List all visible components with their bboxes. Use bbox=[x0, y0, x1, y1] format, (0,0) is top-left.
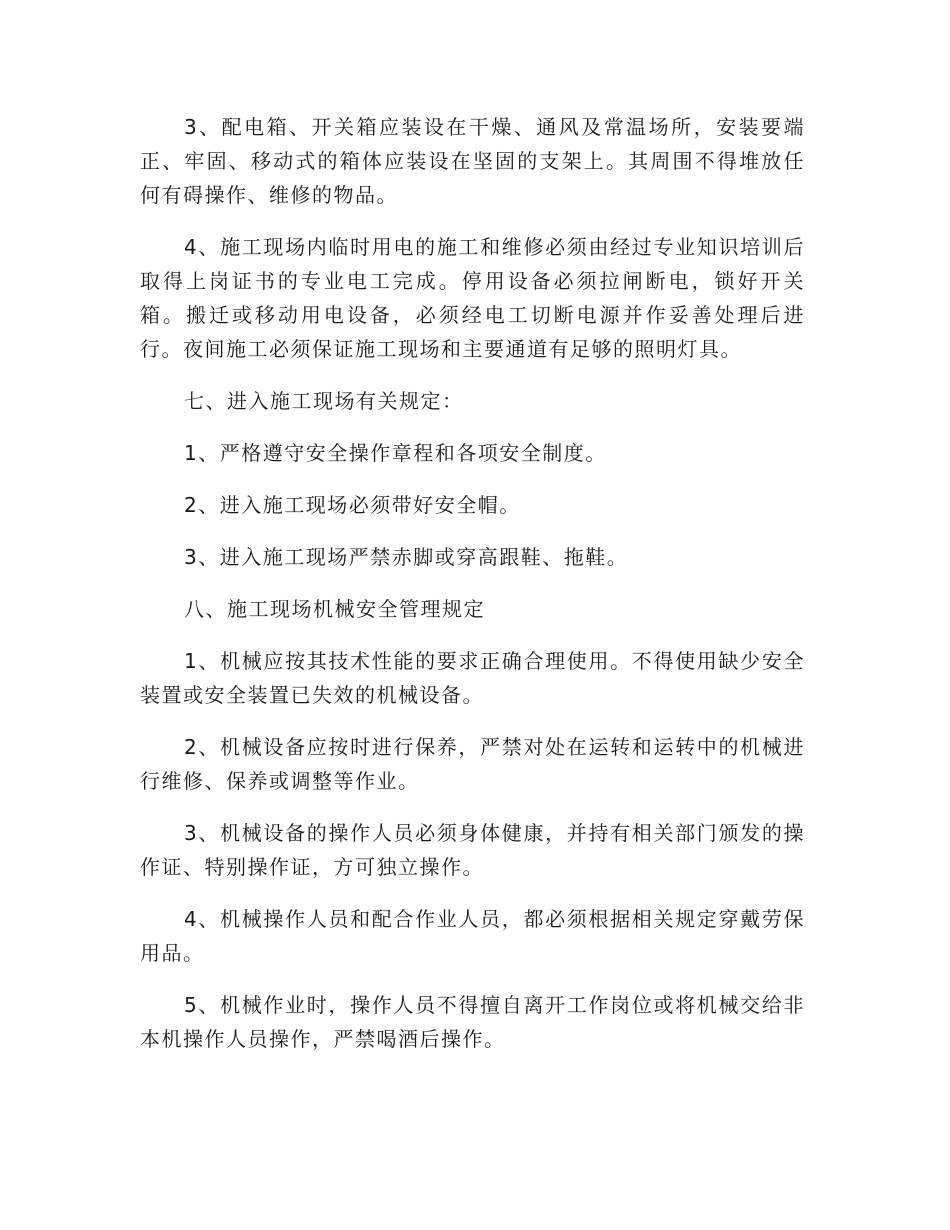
paragraph-follow-safety-rules: 1、严格遵守安全操作章程和各项安全制度。 bbox=[184, 441, 607, 465]
document-body bbox=[140, 110, 805, 1074]
paragraph-footwear-rule: 3、进入施工现场严禁赤脚或穿高跟鞋、拖鞋。 bbox=[184, 545, 629, 569]
paragraph-machinery-proper-use: 1、机械应按其技术性能的要求正确合理使用。不得使用缺少安全装置或安全装置已失效的机械设备。 bbox=[140, 649, 805, 707]
paragraph-operator-conduct: 5、机械作业时，操作人员不得擅自离开工作岗位或将机械交给非本机操作人员操作，严禁喝酒后操作。 bbox=[140, 993, 805, 1051]
section-heading-machinery-safety: 八、施工现场机械安全管理规定 bbox=[184, 597, 485, 621]
paragraph-operator-certification: 3、机械设备的操作人员必须身体健康，并持有相关部门颁发的操作证、特别操作证，方可独立操作。 bbox=[140, 821, 805, 879]
paragraph-temporary-electricity: 4、施工现场内临时用电的施工和维修必须由经过专业知识培训后取得上岗证书的专业电工完成。停用设备必须拉闸断电，锁好开关箱。搬迁或移动用电设备，必须经电工切断电源并作妥善处理后进行。夜间施工必须保证施工现场和主要通道有足够的照明灯具。 bbox=[140, 235, 805, 361]
paragraph-protective-equipment: 4、机械操作人员和配合作业人员，都必须根据相关规定穿戴劳保用品。 bbox=[140, 907, 805, 965]
paragraph-machinery-maintenance: 2、机械设备应按时进行保养，严禁对处在运转和运转中的机械进行维修、保养或调整等作业。 bbox=[140, 735, 805, 793]
paragraph-power-box-installation: 3、配电箱、开关箱应装设在干燥、通风及常温场所，安装要端正、牢固、移动式的箱体应装设在坚固的支架上。其周围不得堆放任何有碍操作、维修的物品。 bbox=[140, 115, 805, 207]
paragraph-wear-helmet: 2、进入施工现场必须带好安全帽。 bbox=[184, 493, 521, 517]
section-heading-site-entry-rules: 七、进入施工现场有关规定： bbox=[184, 389, 464, 413]
